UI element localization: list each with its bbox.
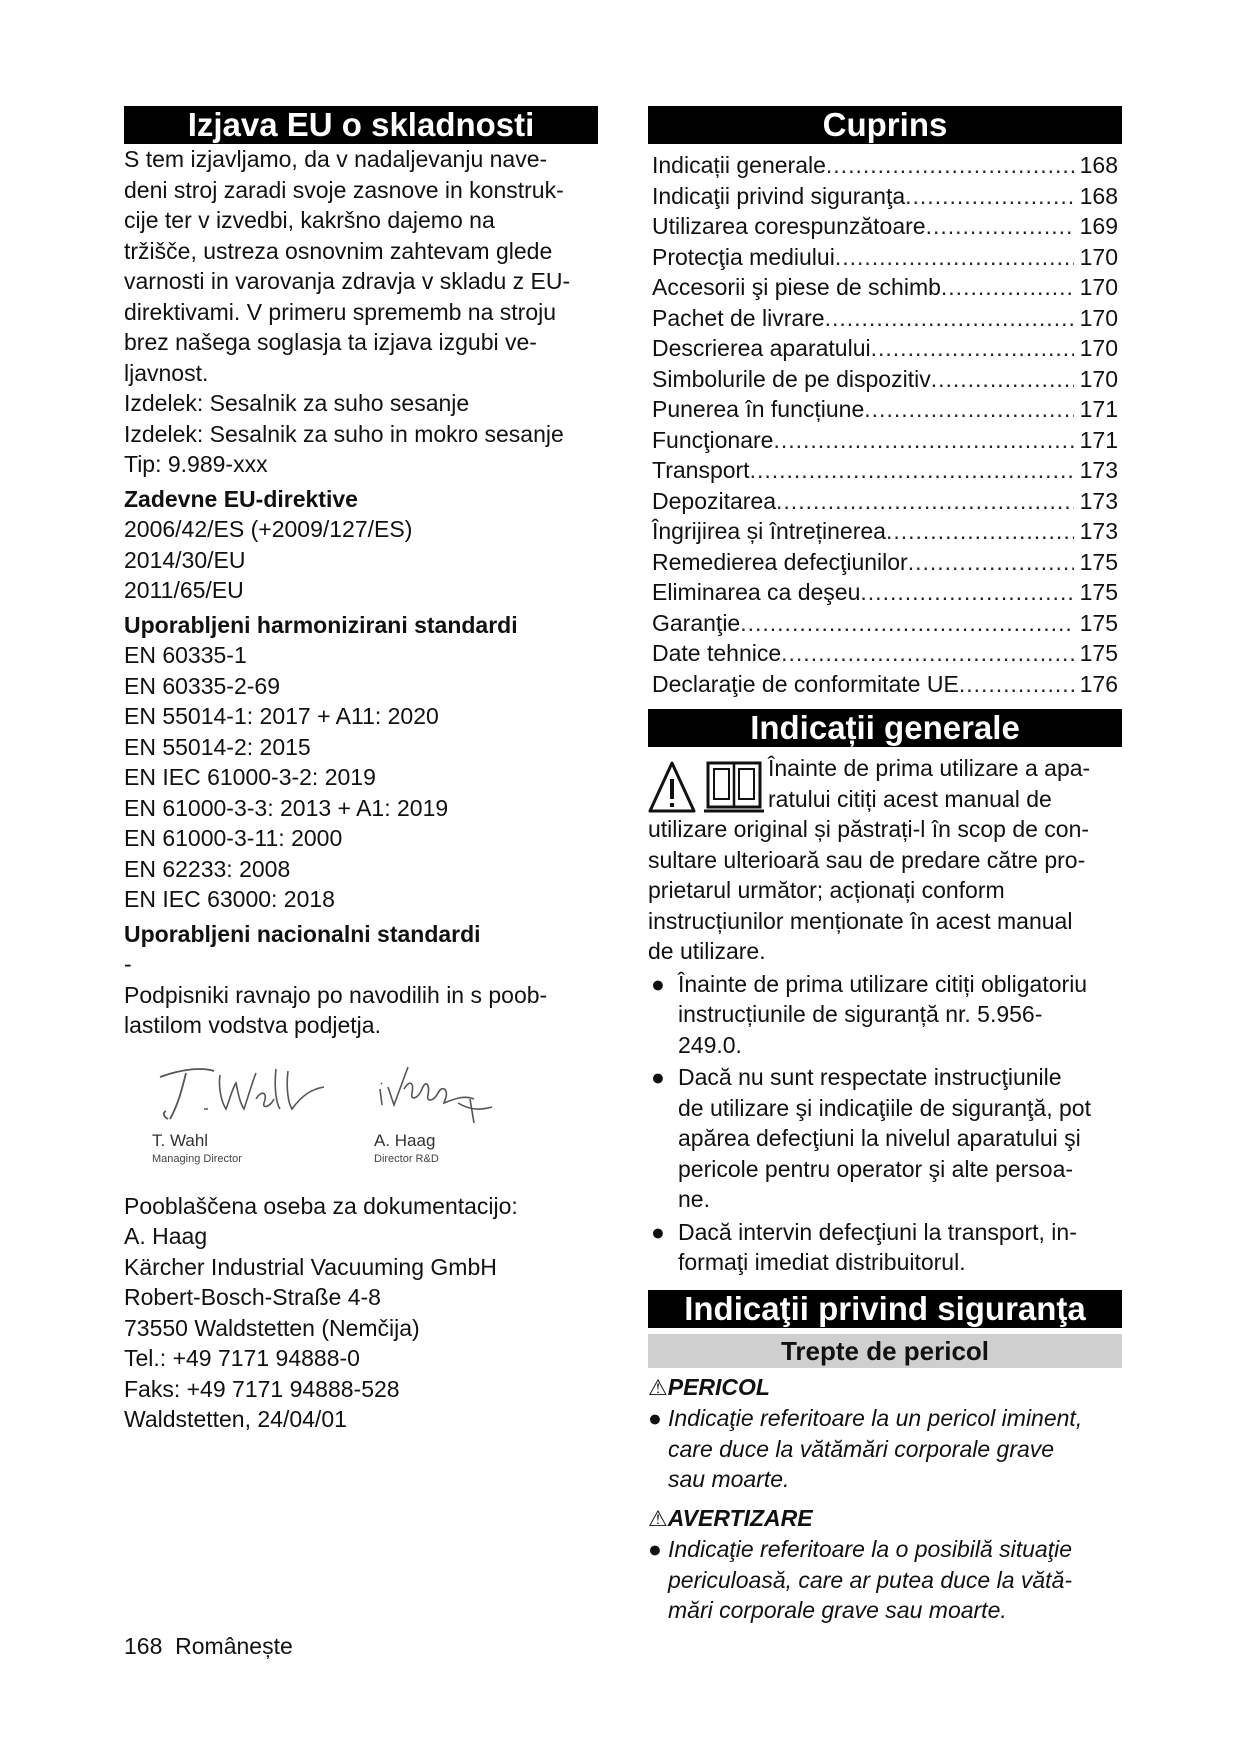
toc-entry[interactable] [648,547,1122,578]
hazard-levels-heading: Trepte de pericol [648,1334,1122,1368]
directive-item: 2014/30/EU [124,546,246,573]
product-line-2: Izdelek: Sesalnik za suho in mokro sesanje [124,420,564,447]
general-bullets [648,969,1122,1278]
contact-line: Pooblaščena oseba za dokumentacijo: [124,1192,518,1219]
bullet-icon: ● [651,970,665,997]
toc-entry-page: 176 [1079,670,1118,697]
standard-item: EN IEC 61000-3-2: 2019 [124,764,376,790]
toc-entry-page: 173 [1079,518,1118,544]
toc-entry[interactable] [648,394,1122,425]
signers-line: Podpisniki ravnajo po navodilih in s poob- [124,981,548,1008]
toc-leader-dots [781,638,1073,669]
danger-text [648,1403,1122,1495]
general-bullet-line: ne. [678,1186,710,1212]
directives-heading: Zadevne EU-direktive [124,485,358,512]
warning-description [648,1534,1122,1626]
toc-entry[interactable] [648,669,1122,700]
signature-wahl-name: T. Wahl [152,1130,209,1150]
general-text-line: instrucțiunilor menționate în acest manual [648,907,1073,934]
intro-line: direktivami. V primeru sprememb na stroju [124,298,557,325]
toc-leader-dots [825,303,1074,334]
toc-entry[interactable] [648,333,1122,364]
toc-leader-dots [926,211,1074,242]
toc-entry[interactable] [648,516,1122,547]
general-bullet-line: de utilizare şi indicaţiile de siguranţă, pot [678,1094,1091,1121]
toc-entry-page: 173 [1079,487,1118,514]
toc-entry-page: 175 [1079,640,1118,666]
signers-line: lastilom vodstva podjetja. [124,1012,381,1038]
danger-label [648,1372,1122,1404]
table-of-contents [648,150,1122,699]
toc-entry-title: Accesorii şi piese de schimb [652,274,941,300]
toc-heading: Cuprins [648,106,1122,144]
harmonized-standards-heading: Uporabljeni harmonizirani standardi [124,611,518,638]
warning-text-line: periculoasă, care ar putea duce la vătă- [668,1566,1073,1593]
warning-warning-icon: ⚠ [648,1505,668,1531]
danger-text-line: sau moarte. [668,1466,790,1492]
bullet-icon: ● [651,1064,665,1090]
manual-book-icon [704,763,764,811]
general-bullet [648,1217,1122,1278]
warning-label-text: AVERTIZARE [667,1504,813,1531]
general-text-line: de utilizare. [648,938,766,964]
standard-item: EN 55014-1: 2017 + A11: 2020 [124,703,439,729]
general-heading: Indicații generale [648,709,1122,747]
page-language: Românește [175,1633,293,1659]
danger-description [648,1403,1122,1495]
standard-item: EN 60335-1 [124,642,247,668]
intro-line: brez našega soglasja ta izjava izgubi ve- [124,329,537,355]
toc-leader-dots [931,364,1074,395]
toc-entry[interactable] [648,425,1122,456]
toc-entry-title: Pachet de livrare [652,304,825,331]
general-text-line: utilizare original și păstrați-l în scop de con- [648,816,1090,842]
toc-leader-dots [740,608,1073,639]
signature-haag-scribble [374,1059,514,1129]
general-intro-line: Înainte de prima utilizare a apa- [768,755,1091,781]
toc-leader-dots [871,333,1074,364]
toc-entry-title: Eliminarea ca deşeu [652,579,861,605]
toc-leader-dots [941,272,1074,303]
contact-line: 73550 Waldstetten (Nemčija) [124,1314,420,1341]
contact-line: Faks: +49 7171 94888-528 [124,1375,400,1402]
warning-text-line: Indicaţie referitoare la o posibilă situaţie [668,1536,1073,1562]
warning-manual-icons [648,759,766,817]
toc-leader-dots [908,547,1074,578]
declaration-heading: Izjava EU o skladnosti [124,106,598,144]
toc-entry-page: 171 [1079,426,1118,453]
general-bullet [648,969,1122,1061]
general-bullet-line: instrucțiunile de siguranță nr. 5.956- [678,1001,1043,1027]
toc-entry-page: 169 [1079,213,1118,239]
toc-entry-title: Transport [652,457,750,483]
product-line-1: Izdelek: Sesalnik za suho sesanje [124,390,470,416]
toc-leader-dots [959,669,1074,700]
signature-haag [374,1059,574,1165]
directives-list [124,514,598,606]
danger-text-line: care duce la vătămări corporale grave [668,1435,1055,1462]
general-text-line: prietarul următor; acționați conform [648,877,1005,903]
signature-wahl [152,1059,352,1165]
toc-leader-dots [773,425,1073,456]
toc-entry[interactable] [648,211,1122,242]
toc-entry[interactable] [648,272,1122,303]
toc-entry-title: Date tehnice [652,640,782,666]
toc-entry[interactable] [648,364,1122,395]
general-bullet-line: 249.0. [678,1031,742,1058]
standard-item: EN 55014-2: 2015 [124,733,311,760]
signature-wahl-role: Managing Director [152,1152,242,1165]
signature-haag-name: A. Haag [374,1130,436,1150]
warning-label [648,1503,1122,1535]
toc-entry[interactable] [648,608,1122,639]
toc-entry-title: Utilizarea corespunzătoare [652,213,926,239]
toc-entry-page: 175 [1079,548,1118,575]
toc-entry-title: Îngrijirea și întreținerea [652,518,886,544]
contact-line: A. Haag [124,1223,208,1249]
contact-line: Robert-Bosch-Straße 4-8 [124,1284,381,1310]
intro-line: varnosti in varovanja zdravja v skladu z EU- [124,268,571,294]
page-footer [124,1633,293,1660]
bullet-icon: ● [648,1405,662,1431]
general-intro [648,753,1122,814]
danger-warning-icon: ⚠ [648,1374,668,1400]
toc-entry-page: 175 [1079,609,1118,636]
toc-entry[interactable] [648,242,1122,273]
type-line: Tip: 9.989-xxx [124,451,268,477]
national-standards-value: - [124,951,132,977]
toc-entry-title: Indicaţii privind siguranţa [652,182,906,209]
toc-entry[interactable] [648,455,1122,486]
standard-item: EN 62233: 2008 [124,855,291,882]
general-text-line: sultare ulterioară sau de predare către pro- [648,846,1086,873]
safety-heading: Indicaţii privind siguranţa [648,1290,1122,1328]
directive-item: 2006/42/ES (+2009/127/ES) [124,516,413,542]
toc-entry-title: Declaraţie de conformitate UE [652,670,959,697]
toc-entry[interactable] [648,486,1122,517]
toc-entry-title: Remedierea defecţiunilor [652,548,908,575]
declaration-intro [124,144,598,388]
signature-wahl-scribble [152,1059,332,1129]
danger-text-line: Indicaţie referitoare la un pericol iminent, [668,1405,1083,1431]
signature-haag-role: Director R&D [374,1152,439,1165]
contact-line: Waldstetten, 24/04/01 [124,1406,347,1432]
toc-entry-title: Garanţie [652,609,741,636]
general-bullet-line: Înainte de prima utilizare citiți obligatoriu [678,970,1088,997]
toc-entry[interactable] [648,577,1122,608]
national-standards-heading: Uporabljeni nacionalni standardi [124,920,481,947]
toc-entry[interactable] [648,181,1122,212]
toc-leader-dots [750,455,1074,486]
toc-leader-dots [864,394,1073,425]
toc-entry-page: 170 [1079,274,1118,300]
toc-entry-page: 170 [1079,304,1118,331]
general-rest-text [648,814,1122,967]
general-bullet-line: apărea defecţiuni la nivelul aparatului şi [678,1125,1081,1151]
toc-entry-title: Indicații generale [652,152,826,178]
toc-entry-page: 173 [1079,457,1118,483]
signers-note [124,980,598,1041]
toc-entry[interactable] [648,638,1122,669]
intro-line: deni stroj zaradi svoje zasnove in konstruk- [124,176,564,203]
toc-entry-page: 170 [1079,335,1118,361]
general-bullet-line: Dacă intervin defecţiuni la transport, in- [678,1218,1077,1245]
harmonized-standards-list [124,640,598,915]
general-bullet-line: pericole pentru operator şi alte persoa- [678,1155,1074,1182]
general-bullet [648,1062,1122,1215]
directive-item: 2011/65/EU [124,577,244,603]
warning-text [648,1534,1122,1626]
bullet-icon: ● [648,1536,662,1562]
toc-entry-title: Simbolurile de pe dispozitiv [652,365,931,392]
toc-leader-dots [835,242,1074,273]
contact-line: Tel.: +49 7171 94888-0 [124,1345,360,1371]
toc-leader-dots [860,577,1073,608]
standard-item: EN 60335-2-69 [124,672,280,699]
toc-entry-page: 175 [1079,579,1118,605]
general-bullet-line: formaţi imediat distribuitorul. [678,1249,966,1275]
intro-line: cije ter v izvedbi, kakršno dajemo na [124,207,495,233]
toc-entry-page: 168 [1079,182,1118,209]
contents-column [648,106,1122,1628]
danger-label-text: PERICOL [667,1373,770,1400]
toc-entry-title: Punerea în funcțiune [652,396,865,422]
warning-text-line: mări corporale grave sau moarte. [668,1597,1007,1623]
toc-entry-page: 171 [1079,396,1118,422]
toc-entry-title: Depozitarea [652,487,777,514]
toc-leader-dots [905,181,1073,212]
toc-entry-title: Protecţia mediului [652,243,835,270]
general-bullet-line: Dacă nu sunt respectate instrucţiunile [678,1064,1062,1090]
intro-line: S tem izjavljamo, da v nadaljevanju nave- [124,146,548,172]
page-number: 168 [124,1633,163,1659]
standard-item: EN 61000-3-11: 2000 [124,825,343,851]
standard-item: EN 61000-3-3: 2013 + A1: 2019 [124,794,449,821]
contact-line: Kärcher Industrial Vacuuming GmbH [124,1253,497,1280]
contact-block [124,1191,598,1435]
bullet-icon: ● [651,1218,665,1245]
warning-triangle-icon [650,763,694,811]
toc-entry[interactable] [648,303,1122,334]
toc-entry-title: Descrierea aparatului [652,335,871,361]
toc-leader-dots [776,486,1074,517]
toc-entry-title: Funcţionare [652,426,774,453]
intro-line: ljavnost. [124,359,209,386]
standard-item: EN IEC 63000: 2018 [124,886,335,912]
general-intro-line: ratului citiți acest manual de [768,785,1052,812]
declaration-column [124,106,598,1435]
toc-entry-page: 170 [1079,243,1118,270]
intro-line: tržišče, ustreza osnovnim zahtevam glede [124,237,553,264]
toc-entry[interactable] [648,150,1122,181]
toc-leader-dots [886,516,1074,547]
toc-leader-dots [826,150,1074,181]
signatures [124,1059,598,1179]
toc-entry-page: 170 [1079,365,1118,392]
toc-entry-page: 168 [1079,152,1118,178]
